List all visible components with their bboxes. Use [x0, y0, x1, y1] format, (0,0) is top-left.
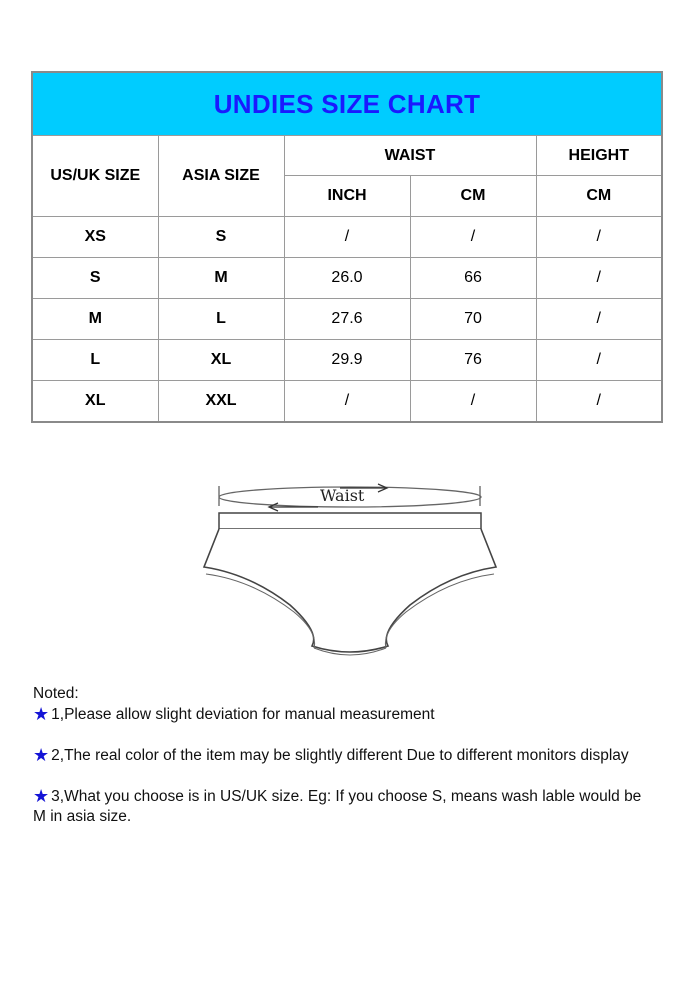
undies-waist-diagram: [190, 470, 520, 680]
note-text: 2,The real color of the item may be slightly different Due to different monitors display: [51, 747, 629, 764]
notes-heading: Noted:: [33, 685, 79, 702]
header-waist-inch: INCH: [284, 176, 410, 217]
cell-us-uk: S: [32, 258, 158, 299]
cell-waist-cm: 66: [410, 258, 536, 299]
cell-us-uk: XL: [32, 381, 158, 423]
cell-us-uk: M: [32, 299, 158, 340]
table-row: [32, 258, 662, 299]
cell-waist-cm: 70: [410, 299, 536, 340]
size-chart-table: [31, 71, 663, 423]
cell-asia: XL: [158, 340, 284, 381]
note-item: [33, 704, 653, 725]
header-us-uk-size: US/UK SIZE: [32, 136, 158, 217]
waist-label: Waist: [320, 486, 365, 505]
note-item: [33, 745, 653, 766]
cell-us-uk: L: [32, 340, 158, 381]
cell-height-cm: /: [536, 258, 662, 299]
star-icon: ★: [33, 745, 50, 765]
cell-waist-inch: 27.6: [284, 299, 410, 340]
header-height: HEIGHT: [536, 136, 662, 176]
table-row: [32, 299, 662, 340]
chart-title: UNDIES SIZE CHART: [32, 72, 662, 136]
cell-asia: XXL: [158, 381, 284, 423]
cell-waist-inch: 29.9: [284, 340, 410, 381]
cell-waist-inch: /: [284, 381, 410, 423]
header-waist-cm: CM: [410, 176, 536, 217]
note-text: 3,What you choose is in US/UK size. Eg: If you choose S, means wash lable would be M in asia size.: [33, 788, 642, 825]
table-row: [32, 217, 662, 258]
cell-asia: L: [158, 299, 284, 340]
star-icon: ★: [33, 786, 50, 806]
cell-waist-inch: 26.0: [284, 258, 410, 299]
cell-waist-cm: 76: [410, 340, 536, 381]
header-waist: WAIST: [284, 136, 536, 176]
cell-waist-inch: /: [284, 217, 410, 258]
notes-section: [33, 684, 653, 847]
cell-height-cm: /: [536, 299, 662, 340]
table-row: [32, 340, 662, 381]
note-item: [33, 786, 653, 827]
header-asia-size: ASIA SIZE: [158, 136, 284, 217]
cell-height-cm: /: [536, 217, 662, 258]
star-icon: ★: [33, 704, 50, 724]
cell-waist-cm: /: [410, 381, 536, 423]
cell-asia: S: [158, 217, 284, 258]
header-height-cm: CM: [536, 176, 662, 217]
note-text: 1,Please allow slight deviation for manual measurement: [51, 706, 435, 723]
cell-height-cm: /: [536, 340, 662, 381]
cell-waist-cm: /: [410, 217, 536, 258]
cell-us-uk: XS: [32, 217, 158, 258]
cell-asia: M: [158, 258, 284, 299]
table-row: [32, 381, 662, 423]
cell-height-cm: /: [536, 381, 662, 423]
